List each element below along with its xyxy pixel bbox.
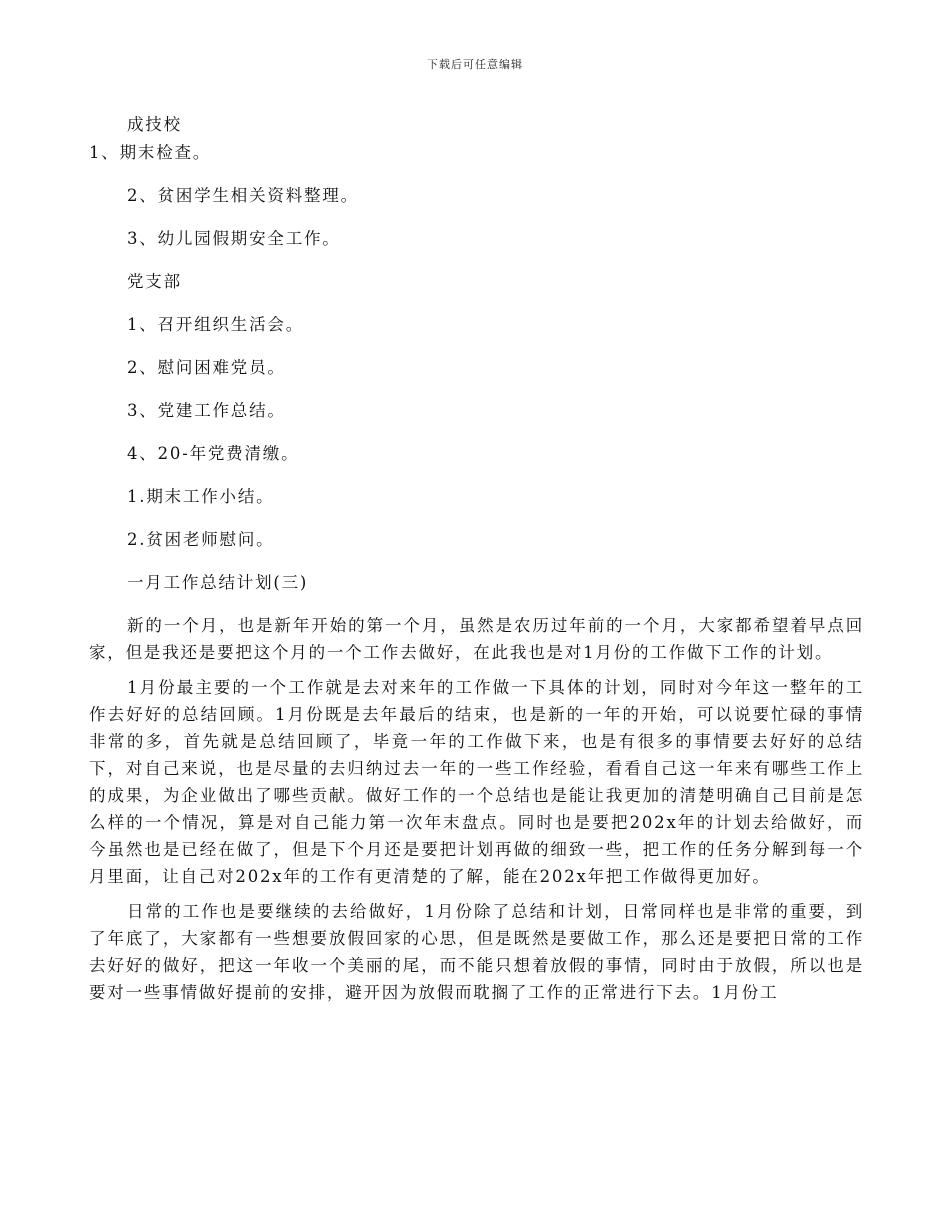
page-header: 下载后可任意编辑 — [427, 58, 523, 71]
list-item: 2、慰问困难党员。 — [127, 358, 286, 377]
list-item: 1、期末检查。 — [89, 143, 212, 162]
list-item: 3、幼儿园假期安全工作。 — [127, 229, 341, 248]
list-item: 1.期末工作小结。 — [127, 487, 275, 506]
paragraph: 日常的工作也是要继续的去给做好，1月份除了总结和计划，日常同样也是非常的重要，到了年底了，大家都有一些想要放假回家的心思，但是既然是要做工作，那么还是要把日常的工作去好好的做好，把这一年收一个美丽的尾，而不能只想着放假的事情，同时由于放假，所以也是要对一些事情做好提前的安排，避开因为放假而耽搁了工作的正常进行下去。1月份工 — [89, 902, 864, 1002]
section-heading-technical-school: 成技校 — [127, 115, 182, 134]
document-body — [89, 111, 864, 1006]
list-item: 2、贫困学生相关资料整理。 — [127, 186, 359, 205]
list-item: 1、召开组织生活会。 — [127, 315, 304, 334]
paragraph: 新的一个月，也是新年开始的第一个月，虽然是农历过年前的一个月，大家都希望着早点回家，但是我还是要把这个月的一个工作去做好，在此我也是对1月份的工作做下工作的计划。 — [89, 616, 864, 662]
list-item: 2.贫困老师慰问。 — [127, 530, 275, 549]
list-item: 3、党建工作总结。 — [127, 401, 286, 420]
paragraph: 1月份最主要的一个工作就是去对来年的工作做一下具体的计划，同时对今年这一整年的工作去好好的总结回顾。1月份既是去年最后的结束，也是新的一年的开始，可以说要忙碌的事情非常的多，首先就是总结回顾了，毕竟一年的工作做下来，也是有很多的事情要去好好的总结下，对自己来说，也是尽量的去归纳过去一年的一些工作经验，看看自己这一年来有哪些工作上的成果，为企业做出了哪些贡献。做好工作的一个总结也是能让我更加的清楚明确自己目前是怎么样的一个情况，算是对自己能力第一次年末盘点。同时也是要把202x年的计划去给做好，而今虽然也是已经在做了，但是下个月还是要把计划再做的细致一些，把工作的任务分解到每一个月里面，让自己对202x年的工作有更清楚的了解，能在202x年把工作做得更加好。 — [89, 678, 864, 886]
list-item: 4、20-年党费清缴。 — [127, 444, 300, 463]
section-heading-party-branch: 党支部 — [127, 272, 182, 291]
section-title: 一月工作总结计划(三) — [127, 573, 309, 592]
